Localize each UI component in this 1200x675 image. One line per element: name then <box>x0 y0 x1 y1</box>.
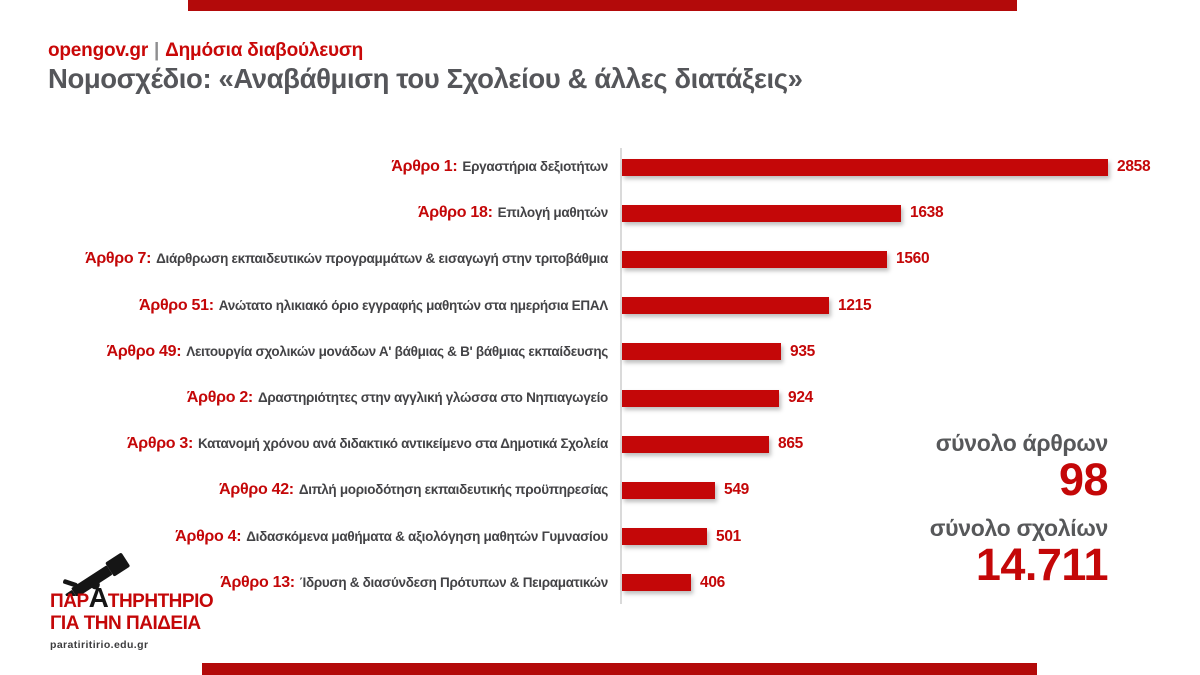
chart-row <box>0 329 1200 375</box>
article-label: Άρθρο 1: <box>391 158 458 176</box>
top-accent-bar <box>188 0 1017 11</box>
bar-value: 924 <box>788 389 813 407</box>
row-label <box>0 297 608 315</box>
bar <box>622 159 1108 176</box>
logo-name-line <box>50 582 260 614</box>
totals-comments-value: 14.711 <box>975 538 1108 590</box>
chart-row <box>0 283 1200 329</box>
bar <box>622 574 691 591</box>
bar <box>622 436 769 453</box>
logo-tripod-a: Α <box>88 582 108 613</box>
row-label <box>0 158 608 176</box>
totals-panel <box>930 430 1108 588</box>
article-description: Λειτουργία σχολικών μονάδων Α' βάθμιας & Β' βάθμιας εκπαίδευσης <box>186 343 608 359</box>
bar <box>622 297 829 314</box>
bar-value: 406 <box>700 573 725 591</box>
logo-name-pre: ΠΑΡ <box>50 591 89 612</box>
brand-separator: | <box>154 40 160 61</box>
bar-value: 1638 <box>910 204 944 222</box>
article-description: Δραστηριότητες στην αγγλική γλώσσα στο Νηπιαγωγείο <box>257 390 608 406</box>
article-description: Διπλή μοριοδότηση εκπαιδευτικής προϋπηρεσίας <box>298 482 608 498</box>
bar <box>622 343 781 360</box>
logo-tagline: ΓΙΑ ΤΗΝ ΠΑΙΔΕΙΑ <box>50 613 201 634</box>
row-label <box>0 435 608 453</box>
logo-name-post: ΤΗΡΗΤΗΡΙΟ <box>107 591 214 612</box>
article-description: Ανώτατο ηλικιακό όριο εγγραφής μαθητών στα ημερήσια ΕΠΑΛ <box>218 297 608 313</box>
article-label: Άρθρο 51: <box>139 296 214 314</box>
chart-row <box>0 236 1200 282</box>
article-label: Άρθρο 18: <box>417 204 493 222</box>
article-description: Διάρθρωση εκπαιδευτικών προγραμμάτων & εισαγωγή στην τριτοβάθμια <box>156 251 608 267</box>
article-label: Άρθρο 42: <box>219 481 294 499</box>
article-description: Ίδρυση & διασύνδεση Πρότυπων & Πειραματικών <box>299 574 608 590</box>
row-label <box>0 481 608 499</box>
brand-line <box>48 40 363 62</box>
logo-url: paratiritirio.edu.gr <box>50 639 149 651</box>
chart-row <box>0 144 1200 190</box>
chart-row <box>0 375 1200 421</box>
article-description: Εργαστήρια δεξιοτήτων <box>462 159 608 175</box>
bar <box>622 390 779 407</box>
totals-articles-value: 98 <box>1058 454 1108 505</box>
brand-label: Δημόσια διαβούλευση <box>165 40 364 61</box>
article-label: Άρθρο 49: <box>106 342 182 360</box>
bar-value: 501 <box>716 527 741 545</box>
row-label <box>0 528 608 546</box>
article-description: Επιλογή μαθητών <box>497 205 608 221</box>
page-title: Νομοσχέδιο: «Αναβάθμιση του Σχολείου & άλλες διατάξεις» <box>48 63 803 94</box>
bar-value: 1215 <box>838 296 872 314</box>
row-label <box>0 250 608 268</box>
article-label: Άρθρο 3: <box>127 435 194 453</box>
row-label <box>0 204 608 222</box>
bar <box>622 482 715 499</box>
bar-value: 935 <box>790 342 815 360</box>
totals-articles-label: σύνολο άρθρων <box>935 430 1108 456</box>
bar-value: 865 <box>778 435 803 453</box>
bar-value: 1560 <box>896 250 930 268</box>
chart-row <box>0 190 1200 236</box>
bar-value: 2858 <box>1117 158 1151 176</box>
article-label: Άρθρο 7: <box>85 250 152 268</box>
row-label <box>0 389 608 407</box>
row-label <box>0 343 608 361</box>
article-description: Κατανομή χρόνου ανά διδακτικό αντικείμενο στα Δημοτικά Σχολεία <box>198 436 608 452</box>
bar <box>622 251 887 268</box>
totals-comments-label: σύνολο σχολίων <box>929 514 1108 541</box>
article-description: Διδασκόμενα μαθήματα & αξιολόγηση μαθητών Γυμνασίου <box>246 528 608 544</box>
article-label: Άρθρο 4: <box>175 527 242 545</box>
brand-site: opengov.gr <box>48 40 149 61</box>
logo <box>50 546 260 651</box>
bar <box>622 528 707 545</box>
bottom-accent-bar <box>202 663 1037 675</box>
bar-value: 549 <box>724 481 749 499</box>
article-label: Άρθρο 13: <box>220 573 295 591</box>
article-label: Άρθρο 2: <box>186 389 253 407</box>
bar <box>622 205 901 222</box>
